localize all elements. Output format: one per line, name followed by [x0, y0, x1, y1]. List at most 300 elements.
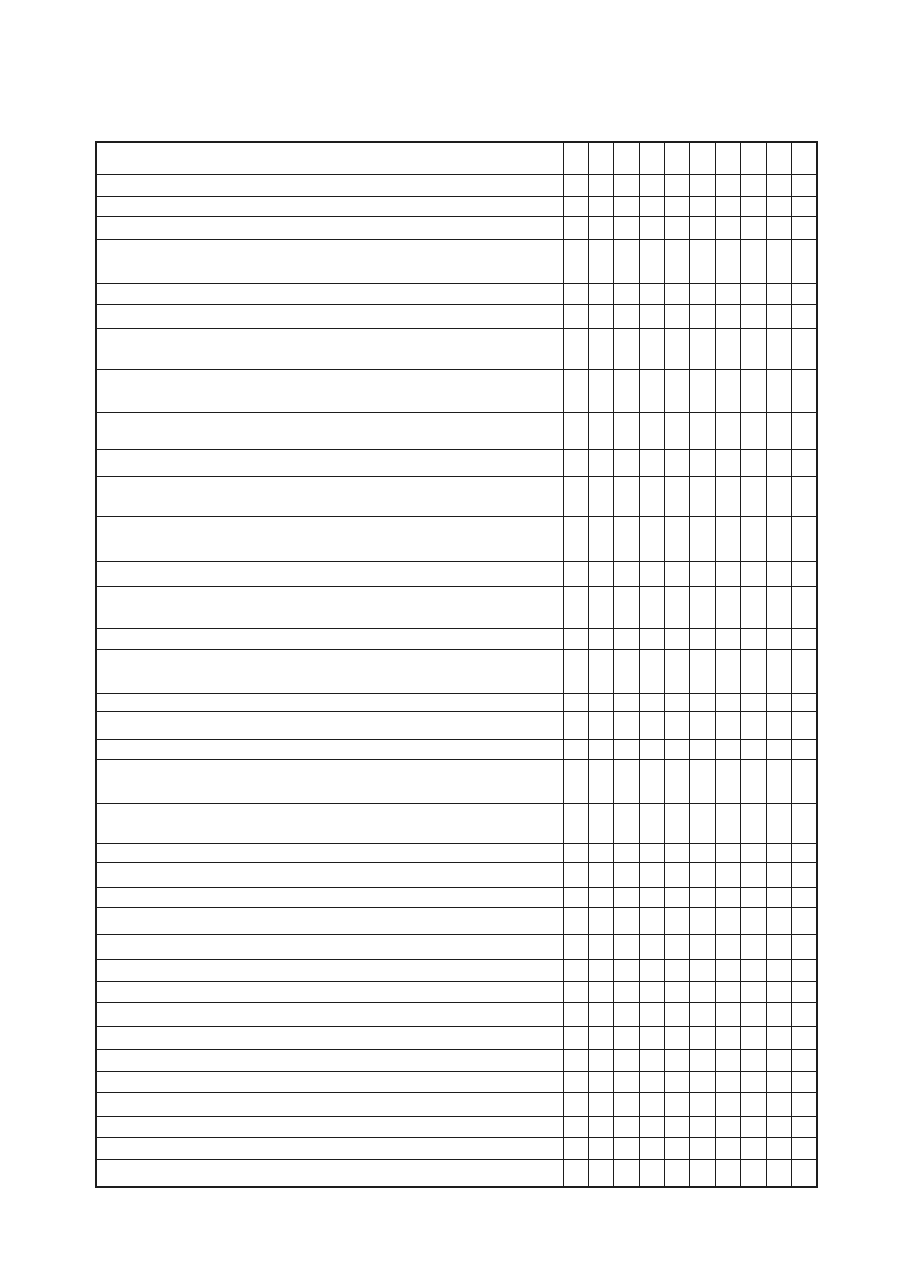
table-row — [96, 887, 817, 907]
grid-cell — [639, 739, 664, 759]
grid-cell — [588, 843, 613, 862]
grid-cell — [614, 693, 639, 711]
grid-cell — [639, 174, 664, 196]
grid-cell — [639, 142, 664, 174]
grid-cell — [766, 196, 791, 216]
grid-cell — [715, 1116, 740, 1137]
grid-cell — [588, 1002, 613, 1026]
grid-cell — [588, 586, 613, 628]
grid-cell — [563, 739, 588, 759]
grid-cell — [690, 1137, 715, 1159]
row-label-cell — [96, 412, 563, 449]
grid-cell — [614, 174, 639, 196]
grid-cell — [588, 934, 613, 959]
grid-cell — [614, 649, 639, 693]
grid-cell — [639, 304, 664, 328]
grid-cell — [563, 1137, 588, 1159]
grid-cell — [614, 887, 639, 907]
grid-cell — [715, 412, 740, 449]
grid-cell — [614, 142, 639, 174]
grid-cell — [715, 283, 740, 304]
grid-cell — [792, 216, 817, 239]
grid-cell — [715, 516, 740, 561]
grid-cell — [715, 649, 740, 693]
grid-cell — [690, 739, 715, 759]
grid-cell — [665, 476, 690, 516]
grid-cell — [690, 862, 715, 887]
table-row — [96, 711, 817, 739]
grid-cell — [614, 304, 639, 328]
grid-cell — [766, 649, 791, 693]
grid-cell — [563, 449, 588, 476]
grid-cell — [563, 862, 588, 887]
grid-cell — [563, 369, 588, 412]
grid-cell — [563, 174, 588, 196]
grid-cell — [792, 649, 817, 693]
grid-cell — [614, 561, 639, 586]
grid-cell — [588, 1049, 613, 1071]
grid-cell — [639, 907, 664, 934]
grid-cell — [563, 628, 588, 649]
grid-cell — [614, 369, 639, 412]
grid-cell — [563, 283, 588, 304]
grid-cell — [690, 328, 715, 369]
table-row — [96, 843, 817, 862]
grid-cell — [715, 693, 740, 711]
grid-cell — [741, 586, 766, 628]
grid-cell — [766, 739, 791, 759]
grid-cell — [563, 1026, 588, 1049]
grid-cell — [639, 196, 664, 216]
row-label-cell — [96, 369, 563, 412]
grid-cell — [741, 412, 766, 449]
grid-cell — [715, 1049, 740, 1071]
grid-cell — [690, 561, 715, 586]
grid-cell — [588, 196, 613, 216]
table-row — [96, 369, 817, 412]
grid-cell — [665, 649, 690, 693]
grid-cell — [639, 1002, 664, 1026]
grid-cell — [741, 693, 766, 711]
grid-cell — [614, 283, 639, 304]
grid-cell — [766, 216, 791, 239]
grid-cell — [715, 907, 740, 934]
table-row — [96, 196, 817, 216]
row-label-cell — [96, 516, 563, 561]
table-row — [96, 239, 817, 283]
grid-cell — [614, 934, 639, 959]
grid-cell — [588, 907, 613, 934]
blank-grid-table — [95, 141, 818, 1188]
grid-cell — [792, 586, 817, 628]
grid-cell — [614, 516, 639, 561]
grid-cell — [614, 239, 639, 283]
grid-cell — [614, 412, 639, 449]
grid-cell — [690, 907, 715, 934]
grid-cell — [766, 476, 791, 516]
grid-cell — [741, 1137, 766, 1159]
grid-cell — [563, 412, 588, 449]
grid-cell — [715, 959, 740, 981]
grid-cell — [792, 711, 817, 739]
grid-cell — [690, 887, 715, 907]
grid-cell — [792, 369, 817, 412]
grid-cell — [715, 843, 740, 862]
grid-cell — [639, 1071, 664, 1092]
grid-cell — [715, 1137, 740, 1159]
table-row — [96, 907, 817, 934]
table-row — [96, 412, 817, 449]
grid-cell — [792, 981, 817, 1002]
grid-cell — [741, 1026, 766, 1049]
row-label-cell — [96, 1116, 563, 1137]
grid-cell — [690, 196, 715, 216]
grid-cell — [741, 887, 766, 907]
grid-cell — [588, 739, 613, 759]
table-row — [96, 1002, 817, 1026]
grid-cell — [665, 239, 690, 283]
grid-cell — [766, 759, 791, 803]
grid-cell — [715, 328, 740, 369]
grid-cell — [665, 843, 690, 862]
row-label-cell — [96, 649, 563, 693]
grid-cell — [639, 1116, 664, 1137]
grid-cell — [690, 1116, 715, 1137]
grid-cell — [690, 516, 715, 561]
row-label-cell — [96, 739, 563, 759]
grid-cell — [741, 369, 766, 412]
row-label-cell — [96, 803, 563, 843]
grid-cell — [614, 1002, 639, 1026]
grid-cell — [588, 862, 613, 887]
grid-cell — [766, 369, 791, 412]
grid-cell — [563, 959, 588, 981]
grid-cell — [690, 142, 715, 174]
grid-cell — [588, 759, 613, 803]
grid-cell — [639, 981, 664, 1002]
grid-cell — [690, 1159, 715, 1187]
grid-cell — [741, 739, 766, 759]
grid-cell — [766, 1002, 791, 1026]
grid-cell — [741, 328, 766, 369]
grid-cell — [563, 1002, 588, 1026]
grid-cell — [614, 711, 639, 739]
grid-cell — [639, 561, 664, 586]
grid-cell — [741, 959, 766, 981]
grid-cell — [715, 476, 740, 516]
grid-cell — [665, 449, 690, 476]
grid-cell — [563, 934, 588, 959]
grid-cell — [639, 887, 664, 907]
grid-cell — [766, 1116, 791, 1137]
grid-cell — [588, 476, 613, 516]
grid-cell — [766, 1137, 791, 1159]
grid-cell — [588, 142, 613, 174]
grid-cell — [741, 759, 766, 803]
grid-cell — [741, 649, 766, 693]
grid-cell — [690, 649, 715, 693]
grid-cell — [563, 476, 588, 516]
grid-cell — [715, 628, 740, 649]
grid-cell — [639, 628, 664, 649]
grid-cell — [665, 693, 690, 711]
grid-cell — [741, 304, 766, 328]
row-label-cell — [96, 934, 563, 959]
grid-cell — [665, 586, 690, 628]
grid-cell — [563, 216, 588, 239]
grid-cell — [665, 934, 690, 959]
grid-cell — [741, 1159, 766, 1187]
grid-cell — [665, 174, 690, 196]
row-label-cell — [96, 142, 563, 174]
grid-cell — [639, 1092, 664, 1116]
grid-cell — [665, 369, 690, 412]
grid-cell — [665, 196, 690, 216]
table-row — [96, 1071, 817, 1092]
row-label-cell — [96, 1071, 563, 1092]
grid-cell — [614, 1092, 639, 1116]
grid-cell — [588, 803, 613, 843]
grid-cell — [766, 934, 791, 959]
row-label-cell — [96, 1092, 563, 1116]
grid-cell — [690, 693, 715, 711]
grid-cell — [792, 283, 817, 304]
grid-cell — [741, 628, 766, 649]
grid-cell — [792, 628, 817, 649]
table-row — [96, 1049, 817, 1071]
grid-cell — [741, 1116, 766, 1137]
grid-cell — [588, 1137, 613, 1159]
grid-cell — [639, 649, 664, 693]
grid-cell — [563, 649, 588, 693]
row-label-cell — [96, 586, 563, 628]
table-row — [96, 628, 817, 649]
grid-cell — [766, 304, 791, 328]
grid-cell — [715, 216, 740, 239]
grid-cell — [766, 803, 791, 843]
grid-cell — [665, 412, 690, 449]
grid-cell — [792, 1137, 817, 1159]
grid-cell — [715, 1071, 740, 1092]
table-row — [96, 561, 817, 586]
row-label-cell — [96, 1137, 563, 1159]
grid-cell — [614, 476, 639, 516]
grid-cell — [766, 981, 791, 1002]
grid-cell — [715, 1002, 740, 1026]
grid-cell — [715, 174, 740, 196]
grid-cell — [665, 304, 690, 328]
grid-cell — [665, 759, 690, 803]
grid-cell — [665, 1159, 690, 1187]
grid-cell — [614, 862, 639, 887]
grid-cell — [639, 959, 664, 981]
grid-cell — [665, 1137, 690, 1159]
grid-cell — [665, 711, 690, 739]
table-row — [96, 803, 817, 843]
table-row — [96, 759, 817, 803]
grid-cell — [614, 1071, 639, 1092]
grid-cell — [741, 862, 766, 887]
row-label-cell — [96, 959, 563, 981]
grid-cell — [614, 803, 639, 843]
table-row — [96, 586, 817, 628]
grid-cell — [792, 516, 817, 561]
grid-cell — [690, 803, 715, 843]
grid-cell — [588, 1071, 613, 1092]
table-row — [96, 1092, 817, 1116]
grid-cell — [792, 328, 817, 369]
grid-cell — [639, 328, 664, 369]
grid-cell — [741, 981, 766, 1002]
grid-cell — [766, 1092, 791, 1116]
row-label-cell — [96, 981, 563, 1002]
grid-cell — [614, 843, 639, 862]
grid-cell — [715, 586, 740, 628]
grid-cell — [741, 1092, 766, 1116]
grid-cell — [715, 934, 740, 959]
grid-cell — [639, 711, 664, 739]
grid-cell — [639, 412, 664, 449]
grid-cell — [665, 328, 690, 369]
grid-cell — [614, 1116, 639, 1137]
grid-cell — [563, 586, 588, 628]
grid-cell — [614, 586, 639, 628]
grid-cell — [715, 739, 740, 759]
grid-cell — [766, 561, 791, 586]
grid-cell — [741, 1071, 766, 1092]
grid-cell — [588, 628, 613, 649]
grid-cell — [588, 1116, 613, 1137]
grid-cell — [639, 1026, 664, 1049]
grid-cell — [639, 369, 664, 412]
grid-cell — [792, 1049, 817, 1071]
grid-cell — [766, 1049, 791, 1071]
grid-cell — [792, 1092, 817, 1116]
grid-cell — [614, 1137, 639, 1159]
grid-cell — [792, 196, 817, 216]
grid-cell — [639, 934, 664, 959]
grid-cell — [715, 561, 740, 586]
grid-cell — [741, 216, 766, 239]
grid-cell — [766, 1159, 791, 1187]
grid-cell — [665, 1049, 690, 1071]
grid-cell — [715, 981, 740, 1002]
grid-cell — [639, 803, 664, 843]
grid-cell — [792, 693, 817, 711]
grid-cell — [792, 759, 817, 803]
grid-cell — [665, 216, 690, 239]
grid-cell — [639, 516, 664, 561]
row-label-cell — [96, 328, 563, 369]
grid-cell — [766, 907, 791, 934]
grid-cell — [690, 174, 715, 196]
row-label-cell — [96, 196, 563, 216]
grid-cell — [614, 959, 639, 981]
row-label-cell — [96, 239, 563, 283]
grid-cell — [741, 843, 766, 862]
grid-cell — [639, 1137, 664, 1159]
grid-cell — [741, 1002, 766, 1026]
grid-cell — [792, 887, 817, 907]
grid-cell — [715, 369, 740, 412]
table-row — [96, 449, 817, 476]
grid-cell — [690, 449, 715, 476]
grid-cell — [588, 369, 613, 412]
grid-cell — [690, 981, 715, 1002]
grid-cell — [715, 803, 740, 843]
table-row — [96, 981, 817, 1002]
grid-cell — [614, 907, 639, 934]
grid-cell — [741, 142, 766, 174]
grid-cell — [715, 196, 740, 216]
grid-cell — [563, 239, 588, 283]
grid-cell — [563, 1049, 588, 1071]
grid-cell — [639, 843, 664, 862]
row-label-cell — [96, 843, 563, 862]
grid-cell — [766, 516, 791, 561]
table-row — [96, 283, 817, 304]
grid-cell — [792, 862, 817, 887]
grid-cell — [766, 412, 791, 449]
grid-cell — [690, 1049, 715, 1071]
grid-cell — [665, 1092, 690, 1116]
grid-cell — [563, 516, 588, 561]
grid-cell — [614, 739, 639, 759]
row-label-cell — [96, 216, 563, 239]
row-label-cell — [96, 628, 563, 649]
table-row — [96, 1026, 817, 1049]
grid-cell — [614, 759, 639, 803]
grid-cell — [563, 142, 588, 174]
grid-cell — [690, 1071, 715, 1092]
grid-cell — [665, 1002, 690, 1026]
grid-cell — [563, 759, 588, 803]
grid-cell — [665, 1116, 690, 1137]
grid-cell — [563, 328, 588, 369]
grid-cell — [563, 196, 588, 216]
grid-cell — [715, 887, 740, 907]
grid-cell — [690, 759, 715, 803]
grid-cell — [715, 304, 740, 328]
grid-cell — [766, 862, 791, 887]
grid-cell — [665, 283, 690, 304]
grid-cell — [792, 1116, 817, 1137]
grid-cell — [690, 369, 715, 412]
row-label-cell — [96, 304, 563, 328]
grid-cell — [766, 174, 791, 196]
grid-cell — [665, 516, 690, 561]
grid-cell — [588, 516, 613, 561]
grid-cell — [639, 693, 664, 711]
grid-cell — [563, 1116, 588, 1137]
grid-cell — [766, 328, 791, 369]
grid-cell — [741, 711, 766, 739]
grid-cell — [614, 628, 639, 649]
grid-cell — [792, 739, 817, 759]
grid-cell — [588, 216, 613, 239]
grid-cell — [741, 907, 766, 934]
grid-cell — [766, 1026, 791, 1049]
table-row — [96, 1137, 817, 1159]
grid-cell — [665, 959, 690, 981]
grid-cell — [690, 959, 715, 981]
grid-cell — [665, 561, 690, 586]
table-row — [96, 1116, 817, 1137]
grid-cell — [563, 693, 588, 711]
grid-cell — [792, 843, 817, 862]
grid-cell — [690, 283, 715, 304]
grid-cell — [741, 516, 766, 561]
